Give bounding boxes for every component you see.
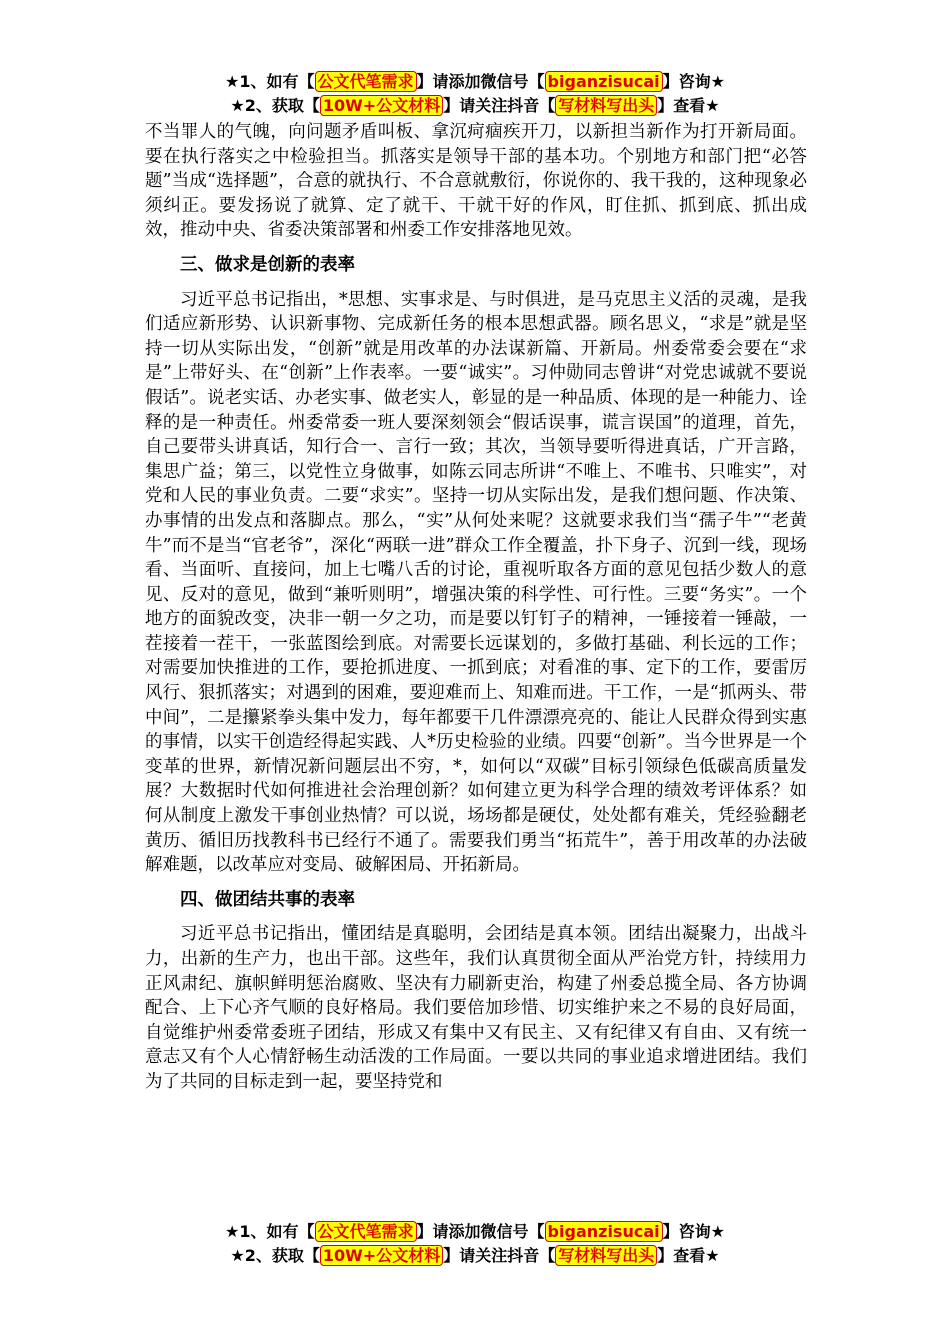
banner-line-1: [0, 1220, 950, 1244]
banner-highlight: 10W+公文材料: [320, 1245, 443, 1266]
banner-highlight: biganzisucai: [545, 71, 663, 92]
banner-highlight: 10W+公文材料: [320, 95, 443, 116]
footer-banner: [0, 1220, 950, 1268]
banner-highlight: 写材料写出头: [555, 1245, 657, 1266]
paragraph-section-4: 习近平总书记指出，懂团结是真聪明，会团结是真本领。团结出凝聚力，出战斗力，出新的生产力，也出干部。这些年，我们认真贯彻全面从严治党方针，持续用力正风肃纪、旗帜鲜明惩治腐败、坚决有力刷新吏治，构建了州委总揽全局、各方协调配合、上下心齐气顺的良好格局。我们要倍加珍惜、切实维护来之不易的良好局面，自觉维护州委常委班子团结，形成又有集中又有民主、又有纪律又有自由、又有统一意志又有个人心情舒畅生动活泼的工作局面。一要以共同的事业追求增进团结。我们为了共同的目标走到一起，要坚持党和: [145, 924, 807, 1092]
banner-highlight: 公文代笔需求: [315, 1221, 417, 1242]
banner-highlight: biganzisucai: [545, 1221, 663, 1242]
banner-text: ★2、获取【: [230, 96, 320, 115]
banner-text: 】咨询★: [662, 1222, 725, 1241]
paragraph-intro: 不当罪人的气魄，向问题矛盾叫板、拿沉疴痼疾开刀，以新担当新作为打开新局面。要在执行落实之中检验担当。抓落实是领导干部的基本功。个别地方和部门把“必答题”当成“选择题”，合意的就执行、不合意就敷衍，你说你的、我干我的，这种现象必须纠正。要发扬说了就算、定了就干、干就干好的作风，盯住抓、抓到底、抓出成效，推动中央、省委决策部署和州委工作安排落地见效。: [145, 122, 807, 241]
banner-text: 】请关注抖音【: [443, 1246, 556, 1265]
banner-text: 】请添加微信号【: [416, 1222, 545, 1241]
banner-text: ★1、如有【: [225, 1222, 315, 1241]
paragraph-section-3: 习近平总书记指出，*思想、实事求是、与时俱进，是马克思主义活的灵魂，是我们适应新形势、认识新事物、完成新任务的根本思想武器。顾名思义，“求是”就是坚持一切从实际出发，“创新”就是用改革的办法谋新篇、开新局。州委常委会要在“求是”上带好头、在“创新”上作表率。一要“诚实”。习仲勋同志曾讲“对党忠诚就不要说假话”。说老实话、办老实事、做老实人，彰显的是一种品质、体现的是一种能力、诠释的是一种责任。州委常委一班人要深刻领会“假话误事，谎言误国”的道理，首先，自己要带头讲真话，知行合一、言行一致；其次，当领导要听得进真话，广开言路，集思广益；第三，以党性立身做事，如陈云同志所讲“不唯上、不唯书、只唯实”，对党和人民的事业负责。二要“求实”。坚持一切从实际出发，是我们想问题、作决策、办事情的出发点和落脚点。那么，“实”从何处来呢？这就要求我们当“孺子牛”“老黄牛”而不是当“官老爷”，深化“两联一进”群众工作全覆盖，扑下身子、沉到一线，现场看、当面听、直接问，加上七嘴八舌的讨论，重视听取各方面的意见包括少数人的意见、反对的意见，做到“兼听则明”，增强决策的科学性、可行性。三要“务实”。一个地方的面貌改变，决非一朝一夕之功，而是要以钉钉子的精神，一锤接着一锤敲，一茬接着一茬干，一张蓝图绘到底。对需要长远谋划的，多做打基础、利长远的工作；对需要加快推进的工作，要抢抓进度、一抓到底；对看准的事、定下的工作，要雷厉风行、狠抓落实；对遇到的困难，要迎难而上、知难而进。干工作，一是“抓两头、带中间”，二是攥紧拳头集中发力，每年都要干几件漂漂亮亮的、能让人民群众得到实惠的事情，以实干创造经得起实践、人*历史检验的业绩。四要“创新”。当今世界是一个变革的世界，新情况新问题层出不穷，*，如何以“双碳”目标引领绿色低碳高质量发展？大数据时代如何推进社会治理创新？如何建立更为科学合理的绩效考评体系？如何从制度上激发干事创业热情？可以说，场场都是硬仗，处处都有难关，凭经验翻老黄历、循旧历找教科书已经行不通了。需要我们勇当“拓荒牛”，善于用改革的办法破解难题，以改革应对变局、破解困局、开拓新局。: [145, 289, 807, 876]
banner-text: ★1、如有【: [225, 72, 315, 91]
banner-text: ★2、获取【: [230, 1246, 320, 1265]
banner-text: 】查看★: [657, 1246, 720, 1265]
banner-highlight: 公文代笔需求: [315, 71, 417, 92]
banner-text: 】咨询★: [662, 72, 725, 91]
banner-text: 】请添加微信号【: [416, 72, 545, 91]
document-body: [145, 120, 807, 1095]
section-heading-4: 四、做团结共事的表率: [180, 889, 355, 910]
banner-line-1: [0, 70, 950, 94]
banner-line-2: [0, 94, 950, 118]
banner-line-2: [0, 1244, 950, 1268]
banner-highlight: 写材料写出头: [555, 95, 657, 116]
banner-text: 】请关注抖音【: [443, 96, 556, 115]
banner-text: 】查看★: [657, 96, 720, 115]
section-heading-3: 三、做求是创新的表率: [180, 254, 355, 275]
header-banner: [0, 70, 950, 118]
